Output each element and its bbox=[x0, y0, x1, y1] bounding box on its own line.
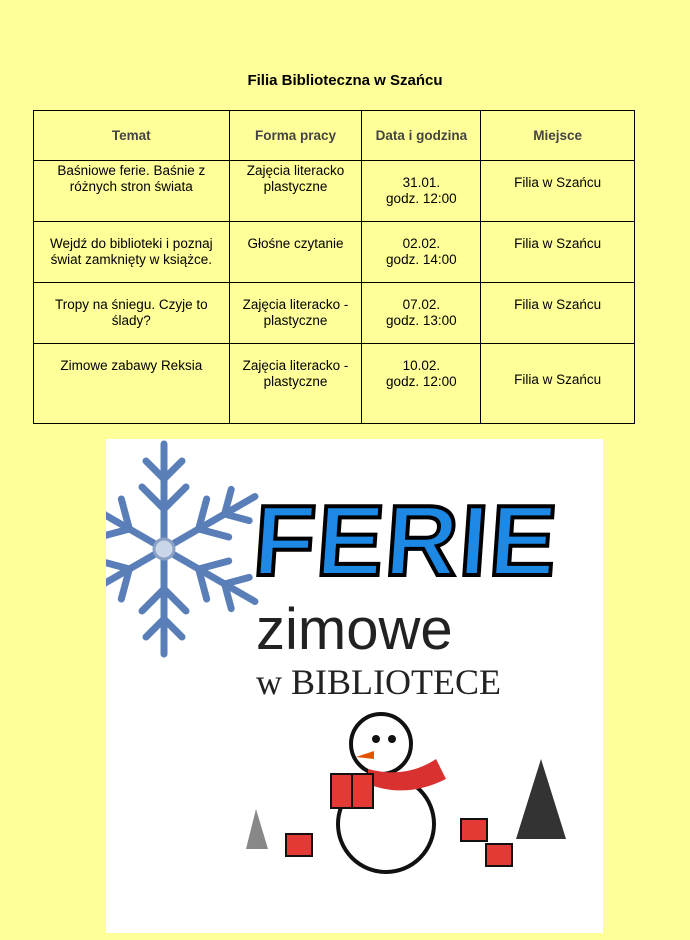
cell-form: Głośne czytanie bbox=[229, 222, 362, 283]
book-icon bbox=[486, 844, 512, 866]
table-row bbox=[34, 161, 635, 222]
header-temat: Temat bbox=[34, 111, 230, 161]
date-value: 07.02. bbox=[402, 297, 441, 312]
table-header-row bbox=[34, 111, 635, 161]
cell-date bbox=[362, 283, 481, 344]
cell-topic: Baśniowe ferie. Baśnie z różnych stron świata bbox=[34, 161, 230, 222]
poster-zimowe-text: zimowe bbox=[256, 597, 453, 662]
page-title: Filia Biblioteczna w Szańcu bbox=[247, 72, 443, 89]
schedule-table bbox=[33, 110, 635, 424]
table-row bbox=[34, 283, 635, 344]
time-value: godz. 12:00 bbox=[386, 191, 457, 206]
ferie-poster bbox=[106, 439, 603, 933]
snowflake-icon bbox=[106, 444, 266, 654]
poster-w-bibliotece-text: w BIBLIOTECE bbox=[256, 662, 501, 702]
snowman-icon bbox=[331, 714, 446, 872]
time-value: godz. 13:00 bbox=[386, 313, 457, 328]
cell-place: Filia w Szańcu bbox=[481, 161, 635, 222]
poster-ferie-text: FERIE bbox=[250, 485, 563, 597]
date-value: 10.02. bbox=[402, 358, 441, 373]
table-row bbox=[34, 222, 635, 283]
book-icon bbox=[286, 834, 312, 856]
header-data-i-godzina: Data i godzina bbox=[362, 111, 481, 161]
cell-form: Zajęcia literacko - plastyczne bbox=[229, 344, 362, 424]
header-forma-pracy: Forma pracy bbox=[229, 111, 362, 161]
time-value: godz. 14:00 bbox=[386, 252, 457, 267]
cell-place: Filia w Szańcu bbox=[481, 283, 635, 344]
date-value: 02.02. bbox=[402, 236, 441, 251]
cell-date bbox=[362, 222, 481, 283]
book-icon bbox=[461, 819, 487, 841]
cell-date bbox=[362, 344, 481, 424]
cell-place: Filia w Szańcu bbox=[481, 344, 635, 424]
table-row bbox=[34, 344, 635, 424]
time-value: godz. 12:00 bbox=[386, 374, 457, 389]
cell-topic: Wejdź do biblioteki i poznaj świat zamknięty w książce. bbox=[34, 222, 230, 283]
cell-topic: Tropy na śniegu. Czyje to ślady? bbox=[34, 283, 230, 344]
cell-form: Zajęcia literacko - plastyczne bbox=[229, 283, 362, 344]
cell-topic: Zimowe zabawy Reksia bbox=[34, 344, 230, 424]
date-value: 31.01. bbox=[402, 175, 441, 190]
header-miejsce: Miejsce bbox=[481, 111, 635, 161]
cell-form: Zajęcia literacko plastyczne bbox=[229, 161, 362, 222]
cell-place: Filia w Szańcu bbox=[481, 222, 635, 283]
cell-date bbox=[362, 161, 481, 222]
